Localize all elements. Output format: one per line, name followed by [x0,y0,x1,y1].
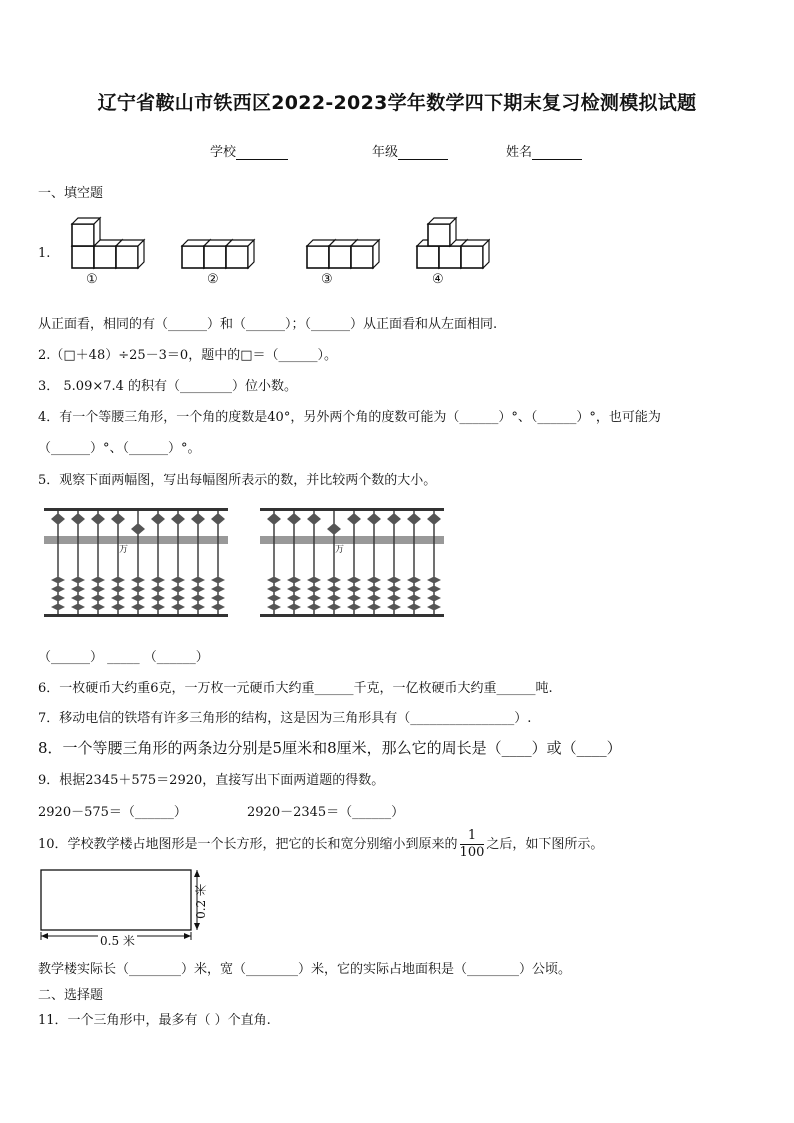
q10-after: 之后，如下图所示。 [486,837,604,852]
abacus-bead [287,604,301,611]
abacus-bead [111,577,125,584]
abacus-bead [211,595,225,602]
grade-underline [398,146,448,160]
abacus-bead [51,577,65,584]
q6-text: 6．一枚硬币大约重6克，一万枚一元硬币大约重______千克，一亿枚硬币大约重______吨. [38,681,553,696]
abacus-bead [327,577,341,584]
abacus-2-label: 万 [335,545,345,555]
abacus-bead [267,604,281,611]
abacus-bead [51,513,65,525]
cube-figure-4 [417,218,489,268]
abacus-1-label: 万 [119,545,129,555]
abacus-bead [51,604,65,611]
q2-text: 2.（□＋48）÷25－3＝0，题中的□＝（______）。 [38,348,337,363]
cube-figure-3 [307,240,379,268]
school-underline [236,146,288,160]
abacus-bead [347,595,361,602]
building-rectangle [41,870,191,930]
abacus-bead [91,604,105,611]
abacus-bead [151,513,165,525]
abacus-bead [151,595,165,602]
abacus-bead [387,586,401,593]
abacus-bead [287,513,301,525]
cube-figure-1 [72,218,144,268]
abacus-bead [427,604,441,611]
abacus-bead [131,604,145,611]
q10-answer: 教学楼实际长（________）米，宽（________）米，它的实际占地面积是（________）公顷。 [38,962,572,977]
abacus-bead [327,604,341,611]
abacus-bead [287,595,301,602]
abacus-bead [407,586,421,593]
abacus-bead [211,577,225,584]
abacus-bead [131,595,145,602]
abacus-bead [367,604,381,611]
abacus-bead [171,586,185,593]
abacus-bead [131,577,145,584]
abacus-bead [91,586,105,593]
abacus-bead [71,513,85,525]
figure-label-1: ① [86,272,98,287]
abacus-bead [387,577,401,584]
abacus-bead [427,577,441,584]
cube-figure-2 [182,240,254,268]
grade-label: 年级 [372,145,399,160]
q9-text: 9．根据2345＋575＝2920，直接写出下面两道题的得数。 [38,773,385,788]
abacus-bead [191,513,205,525]
abacus-bead [327,595,341,602]
page-title: 辽宁省鞍山市铁西区2022-2023学年数学四下期末复习检测模拟试题 [97,92,697,114]
abacus-bead [111,604,125,611]
q10-fraction [460,828,485,861]
fraction-denominator: 100 [459,845,485,860]
q5-answer: （______） _____ （______） [38,650,209,665]
abacus-bead [287,577,301,584]
abacus-bead [307,513,321,525]
abacus-bead [307,577,321,584]
abacus-bead [171,577,185,584]
abacus-bead [367,577,381,584]
q11-text: 11．一个三角形中，最多有（ ）个直角. [38,1013,271,1028]
section-fill-heading: 一、填空题 [38,186,104,201]
name-underline [532,146,582,160]
q5-text: 5．观察下面两幅图，写出每幅图所表示的数，并比较两个数的大小。 [38,473,437,488]
abacus-bead [427,586,441,593]
abacus-bead [151,604,165,611]
abacus-bead [131,586,145,593]
section-choice-heading: 二、选择题 [38,988,104,1003]
abacus-bead [171,513,185,525]
figure-label-2: ② [207,272,219,287]
q9-b: 2920－2345＝（______） [247,805,405,820]
abacus-bead [427,513,441,525]
q4-line2: （______）°、（______）°。 [38,441,201,456]
abacus-bead [387,513,401,525]
grade-field[interactable] [372,141,448,160]
figure-label-3: ③ [321,272,333,287]
abacus-bead [51,595,65,602]
abacus-bead [151,586,165,593]
abacus-bead [111,595,125,602]
abacus-bead [71,586,85,593]
abacus-bead [407,604,421,611]
q4-line1: 4．有一个等腰三角形，一个角的度数是40°，另外两个角的度数可能为（______）°、（______）°，也可能为 [38,410,661,425]
abacus-bead [211,586,225,593]
abacus-bead [347,604,361,611]
school-field[interactable] [210,141,288,160]
q7-text: 7．移动电信的铁塔有许多三角形的结构，这是因为三角形具有（________________）. [38,711,532,726]
height-label: 0.2 米 [194,884,208,919]
abacus-bead [131,523,145,535]
abacus-bead [307,604,321,611]
abacus-bead [191,586,205,593]
abacus-bead [427,595,441,602]
q1-text: 从正面看，相同的有（______）和（______）；（______）从正面看和从左面相同. [38,317,498,332]
name-label: 姓名 [506,145,533,160]
width-label: 0.5 米 [100,934,135,948]
abacus-bead [327,586,341,593]
abacus-bead [151,577,165,584]
school-label: 学校 [210,145,237,160]
abacus-bead [191,577,205,584]
q3-text: 3． 5.09×7.4 的积有（________）位小数。 [38,379,298,394]
abacus-bead [307,595,321,602]
abacus-bead [171,595,185,602]
q1-number: 1. [38,246,51,261]
abacus-bead [91,513,105,525]
abacus-1 [44,506,234,622]
abacus-bead [211,513,225,525]
q1-cube-figures [60,208,490,288]
q10-text [38,828,603,862]
name-field[interactable] [506,141,582,160]
abacus-2 [260,506,450,622]
fraction-numerator: 1 [460,828,485,845]
abacus-bead [171,604,185,611]
abacus-bead [267,577,281,584]
abacus-bead [71,604,85,611]
abacus-bead [71,595,85,602]
abacus-bead [367,586,381,593]
abacus-bead [387,595,401,602]
abacus-bead [111,513,125,525]
abacus-bead [407,577,421,584]
abacus-bead [111,586,125,593]
abacus-bead [347,513,361,525]
abacus-bead [407,595,421,602]
abacus-bead [367,595,381,602]
abacus-bead [51,586,65,593]
abacus-bead [211,604,225,611]
abacus-bead [287,586,301,593]
abacus-bead [91,577,105,584]
q9-a: 2920－575＝（______） [38,805,187,820]
abacus-bead [407,513,421,525]
abacus-bead [91,595,105,602]
abacus-bead [191,604,205,611]
figure-label-4: ④ [432,272,444,287]
abacus-bead [191,595,205,602]
abacus-bead [347,586,361,593]
abacus-bead [267,586,281,593]
abacus-bead [387,604,401,611]
q8-text: 8．一个等腰三角形的两条边分别是5厘米和8厘米，那么它的周长是（____）或（____） [38,739,622,757]
abacus-bead [267,595,281,602]
abacus-bead [367,513,381,525]
abacus-bead [347,577,361,584]
abacus-bead [267,513,281,525]
q10-before: 10．学校教学楼占地图形是一个长方形，把它的长和宽分别缩小到原来的 [38,837,458,852]
abacus-bead [71,577,85,584]
abacus-bead [307,586,321,593]
abacus-bead [327,523,341,535]
